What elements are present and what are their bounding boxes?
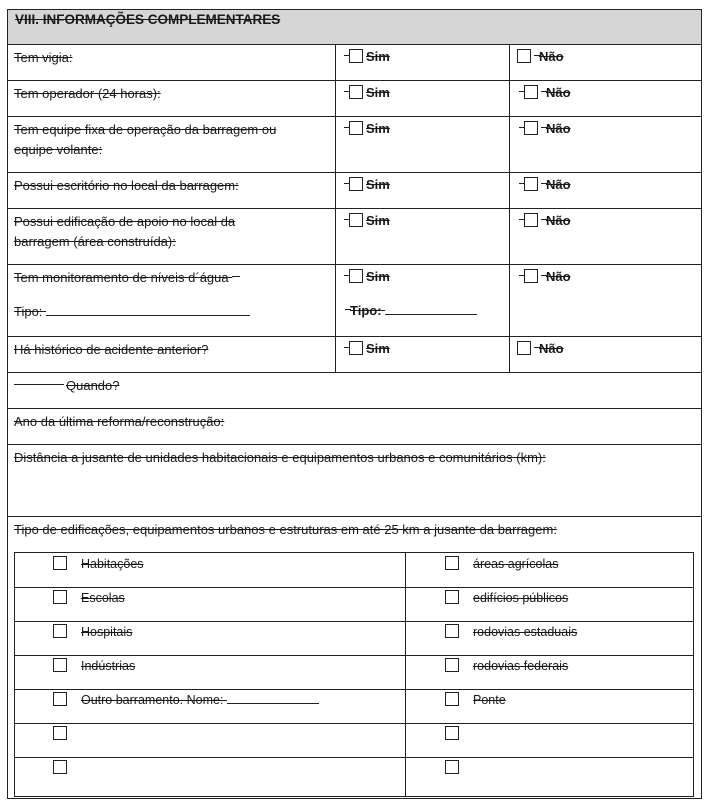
- checkbox-no[interactable]: [517, 49, 531, 63]
- no-option[interactable]: Não: [519, 177, 571, 193]
- no-option[interactable]: Não: [519, 269, 571, 285]
- checkbox[interactable]: [53, 658, 67, 672]
- yes-cell: [336, 209, 510, 264]
- checkbox-yes[interactable]: [349, 49, 363, 63]
- checkbox[interactable]: [53, 624, 67, 638]
- yes-cell: [336, 81, 510, 116]
- yes-option[interactable]: Sim: [344, 177, 390, 193]
- grid-divider: [405, 553, 406, 796]
- checkbox[interactable]: [53, 692, 67, 706]
- no-cell: [510, 117, 702, 172]
- checklist-item-industrias[interactable]: Indústrias: [53, 658, 135, 673]
- checkbox[interactable]: [445, 692, 459, 706]
- tipo-field-bold: Tipo:: [345, 303, 477, 319]
- quando-row: [7, 373, 702, 409]
- yes-option[interactable]: Sim: [344, 85, 390, 101]
- no-option[interactable]: Não: [517, 49, 564, 65]
- checkbox-no[interactable]: [524, 177, 538, 191]
- no-option[interactable]: Não: [517, 341, 564, 357]
- checkbox[interactable]: [53, 760, 67, 774]
- checkbox[interactable]: [445, 590, 459, 604]
- tipo-input-line[interactable]: [385, 304, 477, 315]
- yes-option[interactable]: Sim: [344, 49, 390, 65]
- checklist-item-habitacoes[interactable]: Habitações: [53, 556, 144, 571]
- question-label-line1: Tem equipe fixa de operação da barragem ou: [14, 122, 277, 137]
- checkbox[interactable]: [445, 556, 459, 570]
- checkbox[interactable]: [445, 658, 459, 672]
- no-cell: [510, 45, 702, 80]
- checkbox-yes[interactable]: [349, 85, 363, 99]
- question-label-cell: [7, 209, 336, 264]
- question-label-line1: Possui edificação de apoio no local da: [14, 214, 236, 229]
- question-label: Possui escritório no local da barragem:: [14, 178, 239, 193]
- checkbox-no[interactable]: [524, 269, 538, 283]
- question-label-cell: [7, 265, 336, 336]
- checklist-item-blank[interactable]: [53, 760, 81, 775]
- yes-option[interactable]: Sim: [344, 121, 390, 137]
- checkbox[interactable]: [53, 726, 67, 740]
- question-label-cell: [7, 173, 336, 208]
- checkbox-no[interactable]: [524, 121, 538, 135]
- checkbox-no[interactable]: [517, 341, 531, 355]
- checkbox-yes[interactable]: [349, 121, 363, 135]
- no-cell: [510, 209, 702, 264]
- no-cell: [510, 337, 702, 372]
- checklist-item-blank[interactable]: [445, 760, 473, 775]
- checkbox-yes[interactable]: [349, 269, 363, 283]
- question-label: Há histórico de acidente anterior?: [14, 342, 209, 357]
- yes-cell: [336, 265, 510, 336]
- checkbox[interactable]: [445, 726, 459, 740]
- section-title: VIII. INFORMAÇÕES COMPLEMENTARES: [15, 12, 281, 27]
- checkbox[interactable]: [53, 590, 67, 604]
- yes-option[interactable]: Sim: [344, 213, 390, 229]
- yes-cell: [336, 337, 510, 372]
- grid-line: [15, 621, 693, 622]
- checkbox-no[interactable]: [524, 85, 538, 99]
- grid-line: [15, 587, 693, 588]
- checklist-grid: [14, 552, 694, 797]
- no-cell: [510, 173, 702, 208]
- question-row-edificacao: [7, 209, 702, 265]
- checkbox-no[interactable]: [524, 213, 538, 227]
- checklist-item-outro-barramento[interactable]: Outro barramento. Nome:: [53, 692, 319, 707]
- no-option[interactable]: Não: [519, 121, 571, 137]
- quando-label: Quando?: [14, 376, 120, 396]
- question-label-cell: [7, 337, 336, 372]
- yes-option[interactable]: Sim: [344, 269, 390, 285]
- question-label: Tem operador (24 horas):: [14, 86, 161, 101]
- no-option[interactable]: Não: [519, 85, 571, 101]
- question-row-escritorio: [7, 173, 702, 209]
- tipo-edificacoes-label: Tipo de edificações, equipamentos urbanos e estruturas em até 25 km a jusante da barragem:: [14, 522, 557, 537]
- question-row-vigia: [7, 45, 702, 81]
- question-row-operador: [7, 81, 702, 117]
- ano-reforma-row: [7, 409, 702, 445]
- checkbox[interactable]: [445, 624, 459, 638]
- section-header: [7, 9, 702, 45]
- checklist-item-rodovias-estaduais[interactable]: rodovias estaduais: [445, 624, 577, 639]
- tipo-field: Tipo:: [14, 302, 250, 322]
- checklist-item-blank[interactable]: [53, 726, 81, 741]
- question-label-cell: [7, 45, 336, 80]
- no-cell: [510, 265, 702, 336]
- checkbox[interactable]: [445, 760, 459, 774]
- no-option[interactable]: Não: [519, 213, 571, 229]
- question-label: Tem monitoramento de níveis d´água: [14, 268, 239, 288]
- question-label-line2: barragem (área construída):: [14, 234, 176, 249]
- checklist-item-areas-agricolas[interactable]: áreas agrícolas: [445, 556, 558, 571]
- tipo-input-line[interactable]: [46, 305, 250, 316]
- checklist-item-escolas[interactable]: Escolas: [53, 590, 125, 605]
- grid-line: [15, 689, 693, 690]
- no-cell: [510, 81, 702, 116]
- question-label: Tem vigia:: [14, 50, 73, 65]
- grid-line: [15, 723, 693, 724]
- question-row-equipe: [7, 117, 702, 173]
- checklist-item-blank[interactable]: [445, 726, 473, 741]
- checklist-item-rodovias-federais[interactable]: rodovias federais: [445, 658, 568, 673]
- distancia-label: Distância a jusante de unidades habitacionais e equipamentos urbanos e comunitários (km):: [14, 450, 546, 465]
- grid-line: [15, 757, 693, 758]
- question-label-cell: [7, 117, 336, 172]
- yes-cell: [336, 45, 510, 80]
- distancia-row: [7, 445, 702, 517]
- question-row-acidente: [7, 337, 702, 373]
- question-label-line2: equipe volante:: [14, 142, 103, 157]
- checklist-item-hospitais[interactable]: Hospitais: [53, 624, 132, 639]
- yes-option[interactable]: Sim: [344, 341, 390, 357]
- checkbox-yes[interactable]: [349, 213, 363, 227]
- checklist-item-edificios-publicos[interactable]: edifícios públicos: [445, 590, 568, 605]
- checkbox[interactable]: [53, 556, 67, 570]
- yes-cell: [336, 117, 510, 172]
- yes-cell: [336, 173, 510, 208]
- grid-line: [15, 655, 693, 656]
- outro-barramento-input-line[interactable]: [227, 693, 319, 704]
- question-label-cell: [7, 81, 336, 116]
- ano-reforma-label: Ano da última reforma/reconstrução:: [14, 414, 225, 429]
- checkbox-yes[interactable]: [349, 177, 363, 191]
- checklist-item-ponte[interactable]: Ponte: [445, 692, 506, 707]
- checkbox-yes[interactable]: [349, 341, 363, 355]
- question-row-monitoramento: [7, 265, 702, 337]
